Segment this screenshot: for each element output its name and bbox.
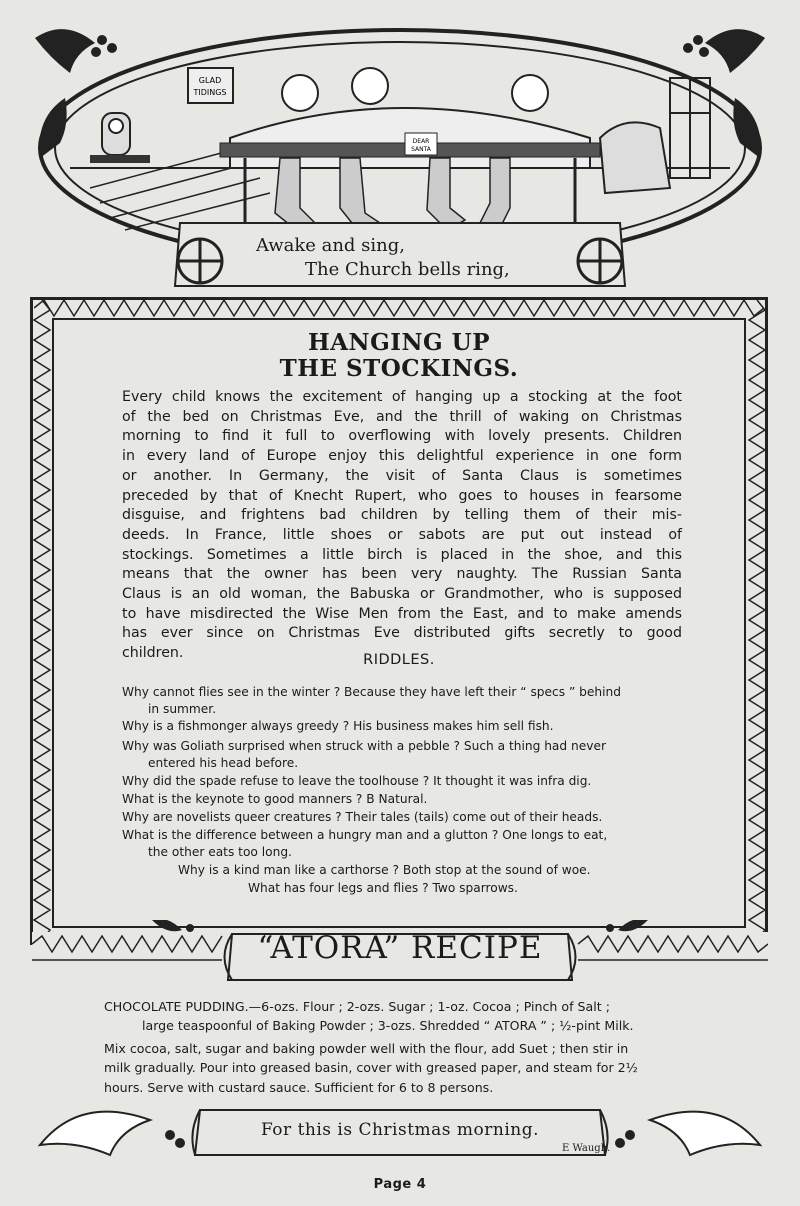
svg-text:TIDINGS: TIDINGS [193, 88, 227, 97]
zigzag-border-left [32, 300, 52, 940]
body-line: disguise, and frightens bad children by telling them of their mis- [122, 507, 682, 524]
closing-verse: For this is Christmas morning. [260, 1120, 540, 1140]
body-line: means that the owner has been very naughty. The Russian Santa [122, 566, 682, 583]
recipe-line: CHOCOLATE PUDDING.—6-ozs. Flour ; 2-ozs. Sugar ; 1-oz. Cocoa ; Pinch of Salt ; [104, 999, 610, 1014]
glad-tidings-sign [188, 68, 233, 103]
riddle-line: Why did the spade refuse to leave the toolhouse ? It thought it was infra dig. [122, 774, 592, 788]
riddle-line: What is the keynote to good manners ? B Natural. [122, 792, 428, 806]
page-number: Page 4 [373, 1177, 427, 1192]
body-line: preceded by that of Knecht Rupert, who goes to houses in fearsome [122, 487, 682, 504]
riddle-line: Why is a kind man like a carthorse ? Both stop at the sound of woe. [178, 863, 591, 877]
dear-santa-note [405, 133, 437, 155]
verse-line-1: Awake and sing, [256, 235, 406, 256]
body-line: morning to find it full to overflowing with lovely presents. Children [122, 428, 682, 445]
zigzag-border-right [747, 300, 767, 940]
artist-signature: E Waugh. [562, 1143, 611, 1154]
riddle-line: What has four legs and flies ? Two sparrows. [248, 881, 518, 895]
body-line: children. [122, 645, 184, 662]
body-line: to have misdirected the Wise Men from the East, and to make amends [122, 605, 682, 622]
riddle-line: Why was Goliath surprised when struck with a pebble ? Such a thing had never [122, 739, 606, 753]
body-line: deeds. In France, little shoes or sabots are put out instead of [122, 526, 682, 543]
body-line: Claus is an old woman, the Babuska or Grandmother, who is supposed [122, 586, 682, 603]
recipe-line: large teaspoonful of Baking Powder ; 3-ozs. Shredded “ ATORA ” ; ½-pint Milk. [142, 1018, 634, 1033]
riddle-line: What is the difference between a hungry man and a glutton ? One longs to eat, [122, 828, 608, 842]
recipe-line: milk gradually. Pour into greased basin, cover with greased paper, and steam for 2½ [104, 1060, 638, 1075]
riddle-line: Why cannot flies see in the winter ? Because they have left their “ specs ” behind [122, 685, 621, 699]
stocking-icon [275, 158, 510, 233]
verse-line-2: The Church bells ring, [305, 259, 510, 280]
article-title-line-2: THE STOCKINGS. [279, 355, 519, 382]
recipe-line: hours. Serve with custard sauce. Sufficient for 6 to 8 persons. [104, 1080, 494, 1095]
body-line: has ever since on Christmas Eve distributed gifts secretly to good [122, 625, 682, 642]
zigzag-border-top [34, 298, 764, 318]
recipe-line: Mix cocoa, salt, sugar and baking powder well with the flour, add Suet ; then stir in [104, 1041, 629, 1056]
svg-text:SANTA: SANTA [411, 146, 431, 153]
riddle-line: Why is a fishmonger always greedy ? His business makes him sell fish. [122, 719, 554, 733]
body-line: in every land of Europe enjoy this delightful experience in one form [122, 448, 682, 465]
svg-text:GLAD: GLAD [198, 76, 222, 85]
riddle-line: in summer. [148, 702, 217, 716]
body-line: of the bed on Christmas Eve, and the thrill of waking on Christmas [122, 408, 682, 425]
article-title-line-1: HANGING UP [307, 329, 491, 356]
recipe-title: “ATORA” RECIPE [257, 930, 543, 966]
body-line: stockings. Sometimes a little birch is placed in the shoe, and this [122, 546, 682, 563]
riddles-heading: RIDDLES. [363, 652, 435, 668]
article-body [122, 388, 682, 664]
body-line: or another. In Germany, the visit of Santa Claus is sometimes [122, 467, 682, 484]
svg-text:DEAR: DEAR [412, 138, 430, 145]
riddle-line: the other eats too long. [148, 845, 292, 859]
body-line: Every child knows the excitement of hanging up a stocking at the foot [122, 389, 682, 405]
riddle-line: Why are novelists queer creatures ? Their tales (tails) come out of their heads. [122, 810, 603, 824]
article-title [52, 330, 746, 382]
clock-icon [102, 113, 130, 155]
riddle-line: entered his head before. [148, 756, 299, 770]
